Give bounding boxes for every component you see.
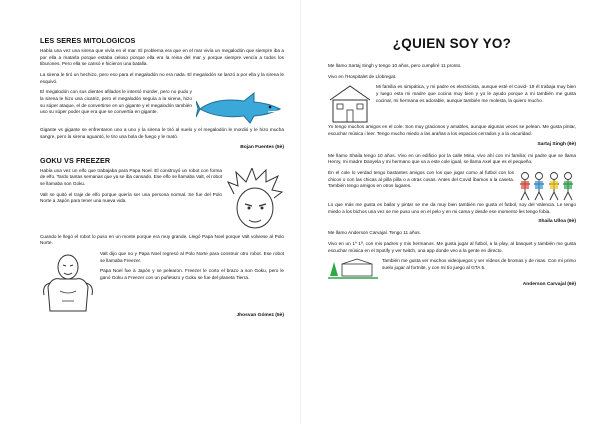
paragraph: Vivo en l'Hospitalet de Llobregat.: [328, 73, 397, 79]
page-title: ¿QUIEN SOY YO?: [392, 36, 512, 51]
right-page: [300, 0, 600, 424]
paragraph: Me llamo Sartaj Singh y tengo 10 años, pero cumpliré 11 pronto.: [328, 63, 462, 68]
paragraph: Mi familia es simpática, y mi padre es electricista, aunque esté el Covid- 19 él trabaja muy bien y luego esta mi madre que cocina muy bien y yo le ayudo porque a mi también me gusta cocinar, mi hermana es adorable, aunque también me molesta, la quiero mucho.: [376, 84, 576, 103]
story-title-sirena: LES SERES MITOLOGICOS: [40, 36, 136, 45]
goku-block-1: [40, 168, 284, 234]
paragraph: Cuando le llegó el robot lo puso en un monte porque era muy grande. Llegó Papa Noel porque Valt volviese al Polo Norte.: [40, 233, 284, 246]
friends-block: [328, 170, 576, 202]
paragraph: Valt dijo que no y Papa Noel regresó al Polo Norte para construir otro robot. Ese robot se llamaba Freezer.: [100, 251, 284, 263]
author-signature: Sartaj Singh (6è): [537, 141, 576, 147]
author-signature: Shaila Ulloa (6è): [538, 219, 576, 225]
author-signature: Bojan Fuentes (5è): [240, 144, 284, 150]
games-block: [328, 258, 576, 282]
paragraph: Vivo en un 1º 1ª, con mis padres y mis hermanos. Me gusta jugar al futbol, a la play, al basquet y también me gusta escuchar música en el Spotify y ver twitch, una app donde veo a la gente en directo.: [328, 241, 576, 253]
goku-block-2: [40, 251, 284, 313]
paragraph: La sirena le tiró un hechizo, pero eso para el megalodón no era nada. El megalodón se lanzó a por ella y la sirena le esquivó.: [40, 72, 284, 84]
paragraph: Había una vez un elfo que trabajaba para Papa Noel. El construyó un robot con forma de elfo. Tardo tantas semanas que ya se iba cansado. Ese elfo se llamaba Valt, el robot se llamaba son Goku.: [40, 167, 222, 187]
robot-face-drawing-icon: [226, 168, 284, 234]
paragraph: Gigante vs gigante se enfrentaron uno a uno y la sirena le tiró al suelo y el megalodón le mordió y le hizo mucha sangre, pero la sirena aguantó, le tiro una bola de fuego y le mató.: [40, 127, 284, 140]
paragraph: En el cole lo verdad tengo bastantes amigos con los que jugar como al futbol con los chicos o con las chicas al pilla pilla o a otras cosas. Antes del Covid íbamos a la caseta. También tengo amigos en otros lugares.: [328, 170, 514, 189]
house-drawing-icon: [328, 84, 372, 124]
paragraph: Me llamo Anderson Carvajal. Tengo 11 años.: [328, 230, 421, 236]
paragraph: El megalodón con sus dientes afilados le intentó morder, pero no pudo y la sirena le hizo una cicatriz, pero el megalodón seguía a la sirena, hizo su súper ataque, el de convertirse en un gigante y el megalodón también uso su súper poder que era que se convertía en gigante.: [40, 89, 192, 115]
paragraph: Lo que más me gusta es bailar y pintar se me da muy bien también me gusta el futbol, soy del Valencia. Le tengo miedo a los bichos una vez se me puso uno en el pelo y en mi cama y desde ese momento les tengo fobia.: [328, 202, 576, 214]
paragraph: Yo tengo muchos amigos en el cole. Son muy graciosos y amables, aunque algunas veces se pelean. Me gusta pintar, escuchar música i leer. Tengo mucho miedo a las arañas a los espacios cerrados y a la oscuridad.: [328, 124, 576, 137]
author-signature: Anderson Carvajal (6è): [522, 282, 576, 288]
story-title-goku: GOKU VS FREEZER: [40, 155, 111, 165]
shark-drawing-icon: [196, 89, 284, 127]
author-signature: Jhosvan Gómez (5è): [236, 313, 284, 319]
muscle-villain-drawing-icon: [40, 251, 96, 313]
paragraph: Había una vez una sirena que vivía en el mar. El problema era que en el mar vivía un megalodón que siempre iba a por ella a matarla porque estaba celoso porque ella era la reina del mar y porque siempre vencía a todos los tiburones. Pero ella se cansó e hicieron una batalla.: [40, 48, 284, 67]
shark-block: [40, 89, 284, 127]
park-drawing-icon: [328, 258, 378, 282]
friends-drawing-icon: [518, 170, 576, 202]
family-block: [328, 84, 576, 124]
paragraph: También me gusta ver muchos videojuegos y ver vídeos de bromas y de risas. Con mi primo suelo jugar al fortnite, y con mi tío juego al GTA 5.: [382, 258, 576, 271]
paragraph: Me llamo Shaila tengo 10 años. Vivo en un edificio por la calle Mina, vivo ahí con mi familia; mi padre que se llama Henry, mi madre Danyela y mi hermano que va a este cole igual, se llama Axel que es el pequeño.: [328, 152, 576, 165]
paragraph: Papa Noel fue a Japón y se pelearon. Freezer le corto el brazo a son Goku, pero le ganó Goku a Freezer con un puñetazo y Goku se fue del planeta Tierra.: [100, 268, 284, 281]
paragraph: Valt se quitó el traje de elfo porque quería ser una persona normal. Se fue del Polo Norte a Japón para tener una nueva vida.: [40, 191, 222, 204]
